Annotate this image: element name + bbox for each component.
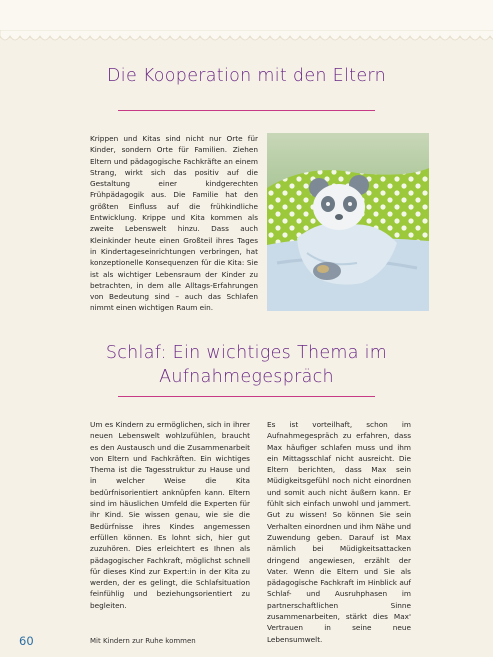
column-right-paragraph: Es ist vorteilhaft, schon im Aufnahmegespräch zu erfahren, dass Max häufiger schlafen muss und ihm ein Mittagsschlaf nicht ausreicht. Die Eltern berichten, dass Max sein Müdigkeitsgefühl noch nicht einordnen und somit auch nicht äußern kann. Er fühlt sich einfach unwohl und jammert. Gut zu wissen! So können Sie sein Verhalten einordnen und ihm Nähe und Zuwendung geben. Darauf ist Max nämlich bei Müdigkeitsattacken dringend angewiesen, erzählt der Vater. Wenn die Eltern und Sie als pädagogische Fachkraft im Hinblick auf Schlaf- und Ausruhphasen im partnerschaftlichen Sinne zusammenarbeiten, stärkt dies Max' Vertrauen in seine neue Lebensumwelt. (267, 420, 411, 644)
column-left-paragraph: Um es Kindern zu ermöglichen, sich in ihrer neuen Lebenswelt wohlzufühlen, braucht es den Austausch und die Zusammenarbeit von Eltern und Fachkräften. Ein wichtiges Thema ist die Tagesstruktur zu Hause und in welcher Weise die Kita bedürfnisorientiert anknüpfen kann. Eltern sind im häuslichen Umfeld die Experten für ihr Kind. Sie wissen genau, wie sie die Bedürfnisse ihres Kindes angemessen erfüllen können. Es lohnt sich, hier gut zuzuhören. Dies erleichtert es Ihnen als pädagogischer Fachkraft, möglichst schnell für dieses Kind zur Expert:in in der Kita zu werden, der es gelingt, die Schlafsituation feinfühlig und beziehungsorientiert zu begleiten. (90, 420, 250, 610)
page-number: 60 (19, 634, 34, 648)
intro-paragraph: Krippen und Kitas sind nicht nur Orte für Kinder, sondern Orte für Familien. Ziehen Eltern und pädagogische Fachkräfte an einem Strang, wirkt sich das positiv auf die Gestaltung einer kindgerechten Frühpädagogik aus. Die Familie hat den größten Einfluss auf die frühkindliche Entwicklung. Krippe und Kita kommen als zweite Lebenswelt hinzu. Dass auch Kleinkinder heute einen Großteil ihres Tages in Kindertageseinrichtungen verbringen, hat konzeptionelle Konsequenzen für die Kita: Sie ist als wichtiger Lebensraum der Kinder zu betrachten, in dem alle Alltags-Erfahrungen von Bedeutung sind – auch das Schlafen nimmt einen wichtigen Raum ein. (90, 134, 258, 313)
heading-line-1: Schlaf: Ein wichtiges Thema im (105, 343, 388, 363)
heading-line-2: Aufnahmegespräch (159, 367, 334, 387)
heading-underline (118, 110, 375, 111)
running-footer-title: Mit Kindern zur Ruhe kommen (90, 637, 196, 645)
scalloped-border (0, 30, 493, 46)
section-heading-sleep (90, 341, 403, 389)
section-heading-cooperation: Die Kooperation mit den Eltern (107, 66, 386, 86)
panda-plush-photo (267, 133, 429, 311)
heading-underline (118, 396, 375, 397)
